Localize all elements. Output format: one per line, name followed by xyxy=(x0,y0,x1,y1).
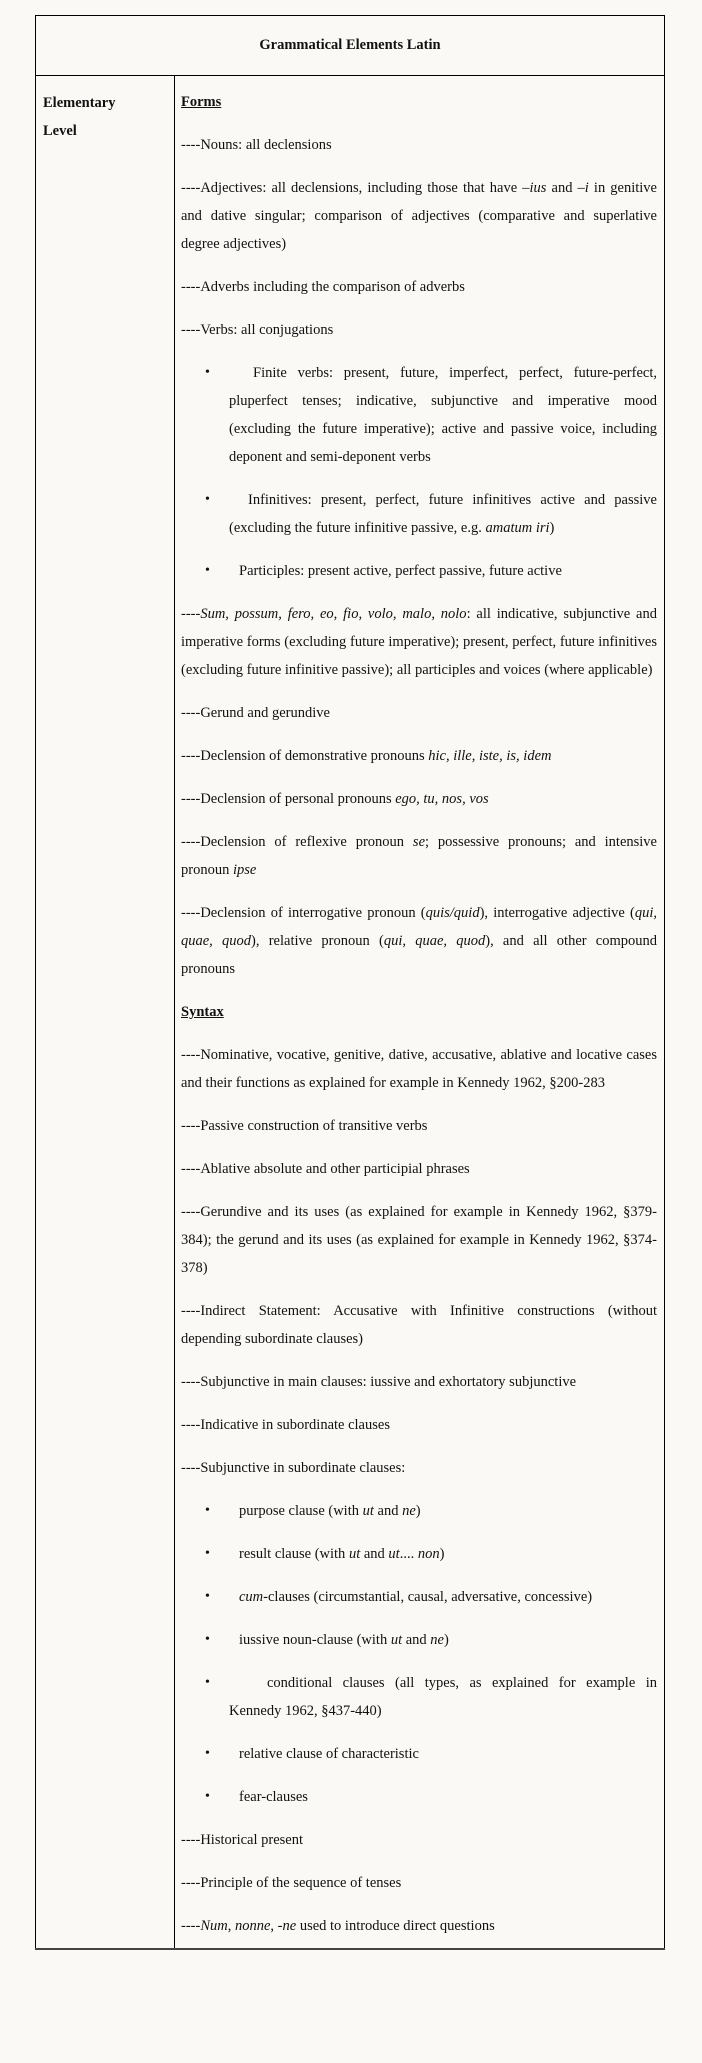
text: ----Declension of reflexive pronoun xyxy=(181,834,413,850)
cum-clause-bullet xyxy=(181,1583,657,1611)
text: .... xyxy=(399,1546,418,1562)
text: relative clause of characteristic xyxy=(239,1746,419,1762)
level-label-line1: Elementary xyxy=(43,95,116,111)
latin-term: ut xyxy=(348,1546,361,1562)
text: ----Adjectives: all declensions, including those that have xyxy=(181,180,523,196)
text: Infinitives: present, perfect, future infinitives active and passive (excluding the future infinitive passive, e.g. xyxy=(229,492,657,536)
verbs-item: ----Verbs: all conjugations xyxy=(181,322,334,338)
latin-term: -ne xyxy=(277,1918,297,1934)
text: ---- xyxy=(181,606,201,622)
latin-term: quis/quid xyxy=(425,905,480,921)
latin-term: ego, tu, nos, vos xyxy=(395,791,489,807)
text: ) xyxy=(549,520,555,536)
latin-term: Sum, possum, fero, eo, fio, volo, malo, nolo xyxy=(200,606,467,622)
bullet-icon: • xyxy=(205,1632,210,1647)
irregular-verbs-item xyxy=(181,600,657,684)
level-label xyxy=(36,76,175,1950)
bullet-icon: • xyxy=(205,365,210,380)
latin-term: amatum iri xyxy=(485,520,550,536)
text: ) xyxy=(439,1546,445,1562)
latin-term: –i xyxy=(577,180,589,196)
latin-term: hic, ille, iste, is, idem xyxy=(428,748,552,764)
text: , xyxy=(227,1918,235,1934)
text: ), and all other compound pronouns xyxy=(181,933,658,977)
text: Participles: present active, perfect passive, future active xyxy=(239,563,562,579)
subjunctive-subordinate-item: ----Subjunctive in subordinate clauses: xyxy=(181,1460,406,1476)
subjunctive-main-item: ----Subjunctive in main clauses: iussive and exhortatory subjunctive xyxy=(181,1374,577,1390)
latin-term: qui, quae, quod xyxy=(181,905,657,949)
text: Finite verbs: present, future, imperfect, perfect, future-perfect, pluperfect tenses; indicative, subjunctive and imperative mood (excluding the future imperative); active and passive voice, including deponent and semi-deponent verbs xyxy=(229,365,657,465)
latin-term: se xyxy=(412,834,426,850)
content-cell xyxy=(175,76,665,1950)
bullet-icon: • xyxy=(205,563,210,578)
bullet-icon: • xyxy=(205,1746,210,1761)
level-row xyxy=(36,76,665,1950)
text: ----Declension of interrogative pronoun ( xyxy=(181,905,426,921)
bullet-icon: • xyxy=(205,492,210,507)
text: -clauses (circumstantial, causal, adversative, concessive) xyxy=(263,1589,593,1605)
bullet-icon: • xyxy=(205,1675,210,1690)
text: used to introduce direct questions xyxy=(296,1918,495,1934)
latin-term: –ius xyxy=(522,180,547,196)
latin-term: ne xyxy=(430,1632,444,1648)
gerundive-item: ----Gerundive and its uses (as explained for example in Kennedy 1962, §379-384); the gerund and its uses (as explained for example in Kennedy 1962, §374-378) xyxy=(181,1204,657,1276)
latin-term: cum xyxy=(239,1589,264,1605)
relative-clause-bullet xyxy=(181,1740,657,1768)
infinitives-bullet xyxy=(181,486,657,542)
latin-term: nonne xyxy=(234,1918,271,1934)
indicative-subordinate-item: ----Indicative in subordinate clauses xyxy=(181,1417,390,1433)
text: ----Declension of personal pronouns xyxy=(181,791,396,807)
level-label-line2: Level xyxy=(43,123,77,139)
latin-term: ipse xyxy=(232,862,257,878)
latin-term: Num xyxy=(200,1918,228,1934)
text: in genitive and dative singular; comparison of adjectives (comparative and superlative degree adjectives) xyxy=(181,180,657,252)
adjectives-item xyxy=(181,174,657,258)
text: and xyxy=(546,180,578,196)
forms-heading: Forms xyxy=(181,94,222,110)
bullet-icon: • xyxy=(205,1789,210,1804)
adverbs-item: ----Adverbs including the comparison of adverbs xyxy=(181,279,465,295)
text: : all indicative, subjunctive and imperative forms (excluding future imperative); present, perfect, future infinitives (excluding future infinitive passive); all participles and voices (where applicable) xyxy=(181,606,657,678)
latin-term: ut xyxy=(388,1546,400,1562)
nouns-item: ----Nouns: all declensions xyxy=(181,137,332,153)
text: result clause (with xyxy=(239,1546,349,1562)
text: fear-clauses xyxy=(239,1789,308,1805)
ablative-item: ----Ablative absolute and other participial phrases xyxy=(181,1161,470,1177)
latin-term: ne xyxy=(402,1503,416,1519)
text: ---- xyxy=(181,1918,201,1934)
text: ) xyxy=(415,1503,421,1519)
passive-item: ----Passive construction of transitive verbs xyxy=(181,1118,428,1134)
bullet-icon: • xyxy=(205,1589,210,1604)
bullet-icon: • xyxy=(205,1503,210,1518)
gerund-item: ----Gerund and gerundive xyxy=(181,705,330,721)
text: ; possessive pronouns; and intensive pronoun xyxy=(181,834,657,878)
syntax-heading: Syntax xyxy=(181,1004,224,1020)
latin-term: ut xyxy=(362,1503,374,1519)
text: ) xyxy=(443,1632,449,1648)
personal-pronouns-item xyxy=(181,785,657,813)
text: ----Declension of demonstrative pronouns xyxy=(181,748,429,764)
direct-questions-item xyxy=(181,1912,657,1940)
iussive-clause-bullet xyxy=(181,1626,657,1654)
text: ), relative pronoun ( xyxy=(251,933,384,949)
sequence-of-tenses-item: ----Principle of the sequence of tenses xyxy=(181,1875,402,1891)
text: iussive noun-clause (with xyxy=(239,1632,391,1648)
text: and xyxy=(402,1632,431,1648)
participles-bullet xyxy=(181,557,657,585)
text: and xyxy=(360,1546,389,1562)
grammar-table xyxy=(35,15,665,1950)
bullet-icon: • xyxy=(205,1546,210,1561)
result-clause-bullet xyxy=(181,1540,657,1568)
text: and xyxy=(373,1503,403,1519)
interrogative-item xyxy=(181,899,657,983)
latin-term: ut xyxy=(390,1632,403,1648)
text: ), interrogative adjective ( xyxy=(479,905,635,921)
fear-clause-bullet xyxy=(181,1783,657,1811)
text: conditional clauses (all types, as explained for example in Kennedy 1962, §437-440) xyxy=(229,1675,657,1719)
reflexive-item xyxy=(181,828,657,884)
latin-term: non xyxy=(417,1546,440,1562)
cases-item: ----Nominative, vocative, genitive, dative, accusative, ablative and locative cases and their functions as explained for example in Kennedy 1962, §200-283 xyxy=(181,1047,657,1091)
table-title: Grammatical Elements Latin xyxy=(36,16,665,76)
latin-term: qui, quae, quod xyxy=(383,933,486,949)
historical-present-item: ----Historical present xyxy=(181,1832,303,1848)
text: , xyxy=(270,1918,278,1934)
indirect-statement-item: ----Indirect Statement: Accusative with Infinitive constructions (without depending subordinate clauses) xyxy=(181,1303,657,1347)
text: purpose clause (with xyxy=(239,1503,363,1519)
conditional-clause-bullet xyxy=(181,1669,657,1725)
finite-verbs-bullet xyxy=(181,359,657,471)
purpose-clause-bullet xyxy=(181,1497,657,1525)
demonstrative-item xyxy=(181,742,657,770)
title-row xyxy=(36,16,665,76)
